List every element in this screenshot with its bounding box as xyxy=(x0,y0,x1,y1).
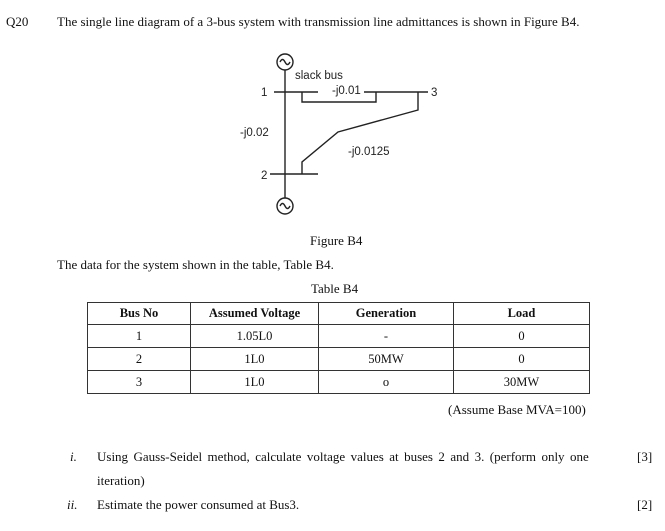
base-mva-note: (Assume Base MVA=100) xyxy=(448,402,586,417)
figure-caption: Figure B4 xyxy=(310,233,363,248)
line-2-3 xyxy=(302,92,418,174)
cell-voltage: 1.05L0 xyxy=(191,325,319,348)
cell-bus-no: 2 xyxy=(88,348,191,371)
generator-1-wave xyxy=(280,60,290,65)
admittance-2-3-label: -j0.0125 xyxy=(348,146,390,158)
part-2-text: Estimate the power consumed at Bus3. xyxy=(97,497,300,512)
question-text: The single line diagram of a 3-bus system with transmission line admittances is shown in Figure B4. xyxy=(57,14,580,29)
cell-generation: o xyxy=(319,371,454,394)
cell-load: 30MW xyxy=(454,371,590,394)
cell-load: 0 xyxy=(454,325,590,348)
data-intro-text: The data for the system shown in the table, Table B4. xyxy=(57,257,334,272)
cell-bus-no: 3 xyxy=(88,371,191,394)
cell-generation: 50MW xyxy=(319,348,454,371)
part-1-text-cont: iteration) xyxy=(97,473,145,488)
cell-generation: - xyxy=(319,325,454,348)
table-caption: Table B4 xyxy=(311,281,359,296)
admittance-1-3-label: -j0.01 xyxy=(332,85,361,97)
header-generation: Generation xyxy=(319,303,454,325)
single-line-diagram xyxy=(228,52,468,222)
table-header-row xyxy=(88,303,590,325)
table-row xyxy=(88,348,590,371)
part-1-marks: [3] xyxy=(637,449,653,464)
bus-1-label: 1 xyxy=(261,87,268,99)
bus-2-label: 2 xyxy=(261,170,268,182)
part-2-marks: [2] xyxy=(637,497,653,512)
part-2-number: ii. xyxy=(67,497,78,512)
header-bus-no: Bus No xyxy=(88,303,191,325)
cell-bus-no: 1 xyxy=(88,325,191,348)
table-row xyxy=(88,371,590,394)
admittance-1-2-label: -j0.02 xyxy=(240,127,269,139)
header-assumed-voltage: Assumed Voltage xyxy=(191,303,319,325)
bus-3-label: 3 xyxy=(431,87,438,99)
cell-voltage: 1L0 xyxy=(191,348,319,371)
generator-2-wave xyxy=(280,204,290,209)
slack-bus-label: slack bus xyxy=(295,70,343,82)
cell-load: 0 xyxy=(454,348,590,371)
header-load: Load xyxy=(454,303,590,325)
table-row xyxy=(88,325,590,348)
bus-data-table xyxy=(87,302,590,394)
cell-voltage: 1L0 xyxy=(191,371,319,394)
part-1-number: i. xyxy=(70,449,77,464)
question-number: Q20 xyxy=(6,14,29,29)
part-1-text: Using Gauss-Seidel method, calculate voltage values at buses 2 and 3. (perform only one xyxy=(97,449,589,464)
